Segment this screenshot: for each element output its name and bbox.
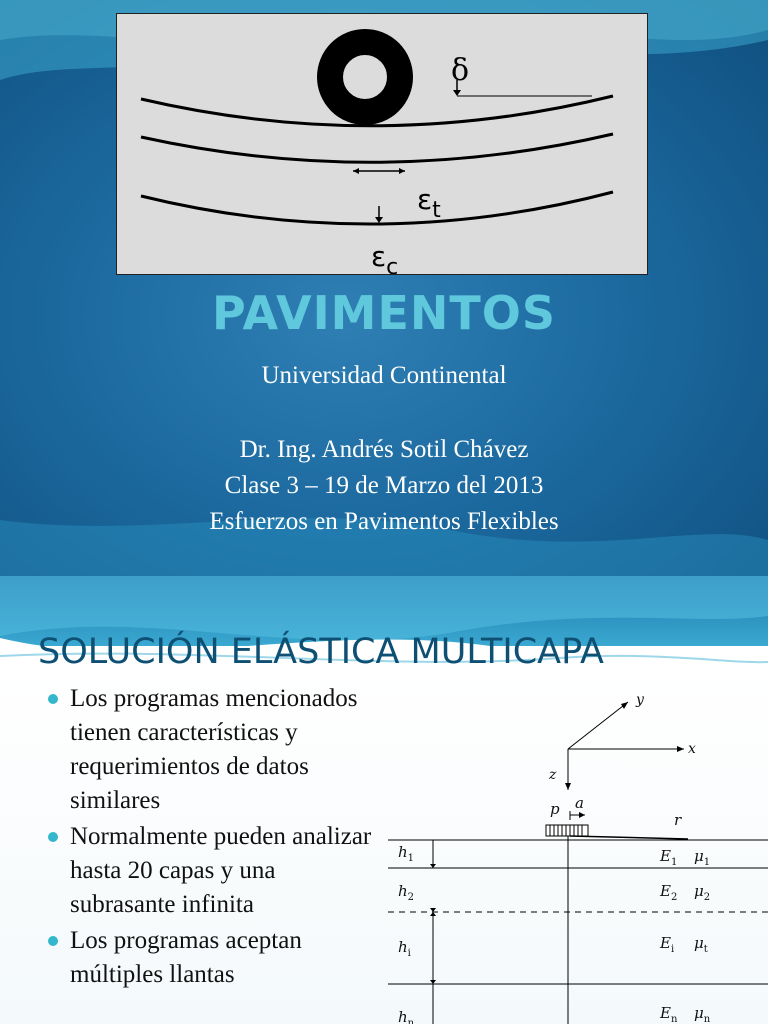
topic-text: Esfuerzos en Pavimentos Flexibles — [209, 508, 559, 535]
bullet-icon — [48, 936, 58, 946]
slide-heading: SOLUCIÓN ELÁSTICA MULTICAPA — [38, 632, 604, 672]
radial-r-label: r — [674, 811, 682, 829]
radius-a-label: a — [575, 794, 584, 812]
en-label: $E_n$ — [660, 1004, 678, 1024]
base-layer-curve — [141, 134, 613, 162]
bullet-list — [46, 682, 376, 994]
institution-text: Universidad Continental — [261, 362, 507, 389]
e2-label: $E_2$ — [660, 882, 678, 903]
author-text: Dr. Ing. Andrés Sotil Chávez — [239, 436, 529, 463]
ei-label: $E_i$ — [660, 934, 675, 955]
deflection-svg — [117, 14, 647, 274]
e1-label: $E_1$ — [660, 847, 678, 868]
hi-label: $h_i$ — [398, 938, 411, 959]
mu1-label: $\mu_1$ — [694, 847, 711, 868]
list-item: Los programas mencionados tienen características y requerimientos de datos similares — [46, 682, 376, 818]
epsilon-c-label: $\varepsilon_c$ — [371, 240, 399, 274]
axis-y-label: y — [636, 692, 644, 708]
h2-label: $h_2$ — [398, 882, 415, 903]
class-date-text: Clase 3 – 19 de Marzo del 2013 — [224, 472, 544, 499]
delta-label: δ — [451, 53, 470, 88]
multilayer-svg — [388, 684, 768, 1024]
epsilon-t-label: $\varepsilon_t$ — [417, 183, 441, 223]
h1-label: $h_1$ — [398, 843, 415, 864]
slide-title: PAVIMENTOS — [212, 286, 556, 340]
bullet-icon — [48, 832, 58, 842]
multilayer-system-diagram — [388, 684, 768, 1024]
list-item: Los programas aceptan múltiples llantas — [46, 924, 376, 992]
load-p-label: p — [550, 800, 560, 818]
list-item: Normalmente pueden analizar hasta 20 capas y una subrasante infinita — [46, 820, 376, 922]
pavement-deflection-diagram — [116, 13, 648, 275]
tire-icon — [330, 42, 400, 112]
axis-z-label: z — [549, 767, 557, 783]
mun-label: $\mu_n$ — [694, 1004, 711, 1024]
hn-label: $h_n$ — [398, 1008, 415, 1024]
mui-label: $\mu_t$ — [694, 934, 708, 955]
mu2-label: $\mu_2$ — [694, 882, 711, 903]
bullet-icon — [48, 694, 58, 704]
axis-x-label: x — [688, 741, 696, 757]
